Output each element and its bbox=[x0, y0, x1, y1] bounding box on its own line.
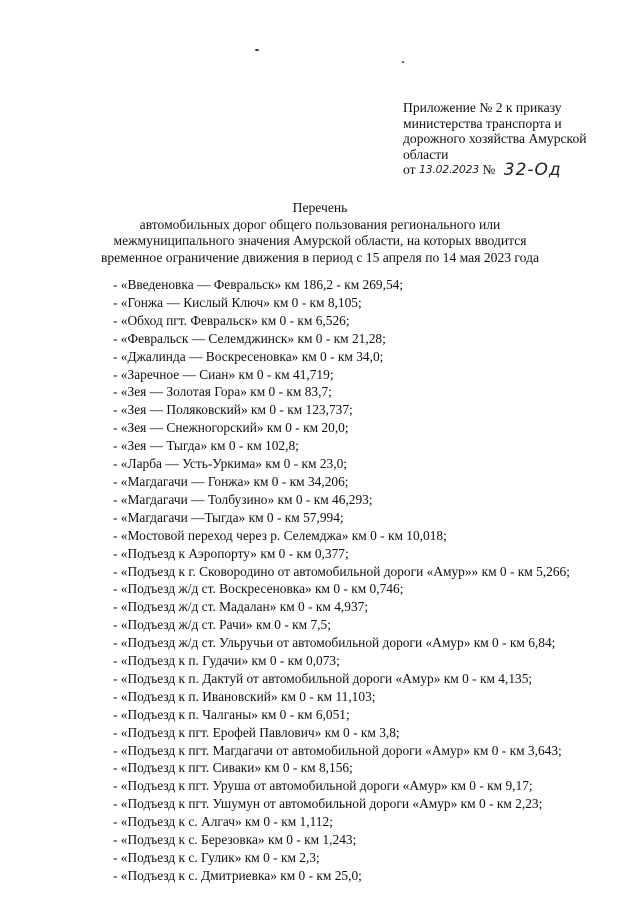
appendix-line: области bbox=[403, 146, 449, 162]
road-item: - «Подъезд к п. Ивановский» км 0 - км 11,103; bbox=[113, 688, 376, 704]
scan-speck bbox=[255, 49, 259, 51]
road-item: - «Подъезд к пгт. Сиваки» км 0 - км 8,156; bbox=[113, 760, 353, 776]
road-item: - «Введеновка — Февральск» км 186,2 - км 269,54; bbox=[113, 277, 404, 292]
handwritten-order-number: 32-Од bbox=[503, 160, 562, 181]
appendix-line: Приложение № 2 к приказу bbox=[403, 100, 562, 115]
road-item: - «Февральск — Селемджинск» км 0 - км 21,28; bbox=[113, 330, 386, 346]
road-item: - «Обход пгт. Февральск» км 0 - км 6,526; bbox=[113, 312, 350, 328]
appendix-reference bbox=[403, 100, 633, 179]
road-item: - «Подъезд к с. Дмитриевка» км 0 - км 25,0; bbox=[113, 867, 362, 883]
road-item: - «Магдагачи — Гонжа» км 0 - км 34,206; bbox=[113, 473, 349, 489]
road-item: - «Подъезд к п. Дактуй от автомобильной дороги «Амур» км 0 - км 4,135; bbox=[113, 670, 533, 686]
road-item: - «Подъезд к пгт. Магдагачи от автомобильной дороги «Амур» км 0 - км 3,643; bbox=[113, 742, 562, 758]
road-item: - «Подъезд к с. Алгач» км 0 - км 1,112; bbox=[113, 814, 333, 830]
road-item: - «Подъезд к п. Чалганы» км 0 - км 6,051; bbox=[113, 706, 350, 722]
road-item: - «Подъезд к Аэропорту» км 0 - км 0,377; bbox=[113, 545, 349, 561]
road-item: - «Подъезд к с. Березовка» км 0 - км 1,243; bbox=[113, 832, 357, 848]
scan-speck bbox=[402, 61, 404, 63]
date-prefix: от bbox=[403, 162, 416, 178]
title-line: автомобильных дорог общего пользования регионального или bbox=[139, 217, 501, 233]
road-item: - «Зея — Поляковский» км 0 - км 123,737; bbox=[113, 402, 353, 418]
road-item: - «Заречное — Сиан» км 0 - км 41,719; bbox=[113, 366, 334, 382]
title-heading: Перечень bbox=[292, 200, 348, 215]
road-item: - «Зея — Тыгда» км 0 - км 102,8; bbox=[113, 438, 299, 454]
road-item: - «Магдагачи —Тыгда» км 0 - км 57,994; bbox=[113, 509, 344, 525]
road-item: - «Подъезд к г. Сковородино от автомобильной дороги «Амур»» км 0 - км 5,266; bbox=[113, 563, 570, 579]
road-item: - «Подъезд ж/д ст. Мадалан» км 0 - км 4,937; bbox=[113, 599, 369, 615]
road-list bbox=[113, 276, 570, 885]
title-line: межмуниципального значения Амурской области, на которых вводится bbox=[113, 233, 527, 249]
road-item: - «Подъезд к пгт. Уруша от автомобильной дороги «Амур» км 0 - км 9,17; bbox=[113, 778, 533, 794]
road-item: - «Подъезд к пгт. Ерофей Павлович» км 0 - км 3,8; bbox=[113, 724, 400, 740]
road-item: - «Гонжа — Кислый Ключ» км 0 - км 8,105; bbox=[113, 294, 362, 310]
road-item: - «Зея — Снежногорский» км 0 - км 20,0; bbox=[113, 420, 349, 436]
road-item: - «Подъезд к с. Гулик» км 0 - км 2,3; bbox=[113, 850, 320, 865]
number-label: № bbox=[482, 162, 496, 178]
road-item: - «Подъезд ж/д ст. Ульручьи от автомобильной дороги «Амур» км 0 - км 6,84; bbox=[113, 635, 556, 651]
road-item: - «Подъезд ж/д ст. Рачи» км 0 - км 7,5; bbox=[113, 617, 331, 633]
appendix-line: дорожного хозяйства Амурской bbox=[403, 131, 587, 147]
road-item: - «Магдагачи — Толбузино» км 0 - км 46,293; bbox=[113, 491, 373, 507]
road-item: - «Мостовой переход через р. Селемджа» км 0 - км 10,018; bbox=[113, 527, 447, 543]
road-item: - «Ларба — Усть-Уркима» км 0 - км 23,0; bbox=[113, 456, 347, 472]
document-title bbox=[0, 200, 640, 266]
appendix-line: министерства транспорта и bbox=[403, 115, 562, 131]
road-item: - «Подъезд к п. Гудачи» км 0 - км 0,073; bbox=[113, 653, 340, 669]
order-date-number bbox=[403, 162, 633, 179]
title-line: временное ограничение движения в период с 15 апреля по 14 мая 2023 года bbox=[100, 249, 540, 265]
handwritten-date: 13.02.2023 bbox=[418, 163, 479, 177]
road-item: - «Джалинда — Воскресеновка» км 0 - км 34,0; bbox=[113, 348, 384, 364]
road-item: - «Зея — Золотая Гора» км 0 - км 83,7; bbox=[113, 384, 332, 400]
road-item: - «Подъезд к пгт. Ушумун от автомобильной дороги «Амур» км 0 - км 2,23; bbox=[113, 796, 543, 812]
road-item: - «Подъезд ж/д ст. Воскресеновка» км 0 - км 0,746; bbox=[113, 581, 404, 597]
